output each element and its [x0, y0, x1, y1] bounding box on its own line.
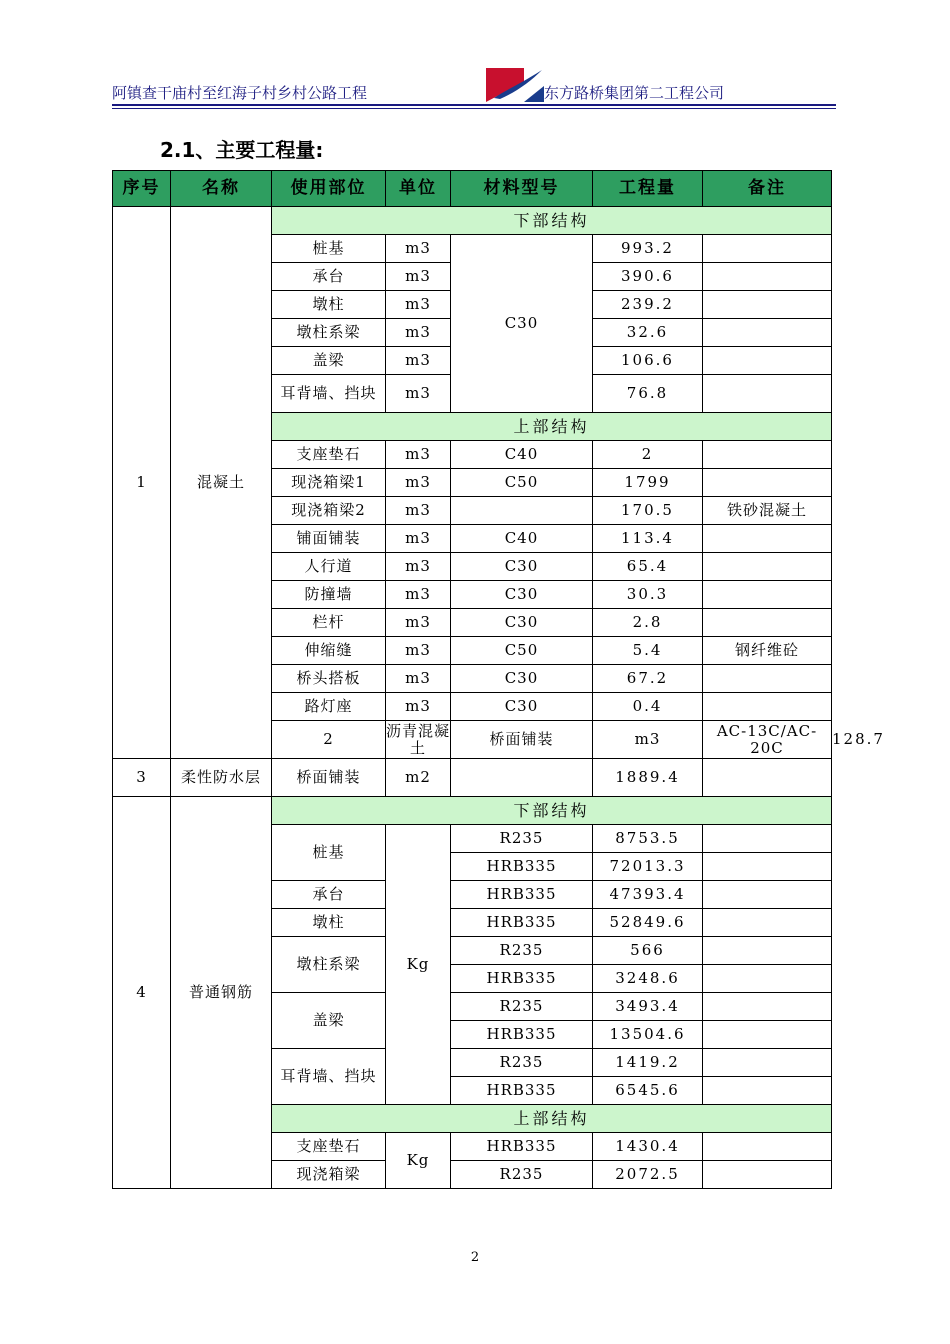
col-header-grade: 材料型号 [451, 171, 593, 207]
header-divider-thin [112, 108, 836, 109]
item-name: 普通钢筋 [171, 797, 272, 1189]
page-header [112, 66, 836, 106]
unit-cell: m3 [386, 693, 451, 721]
grade-cell: HRB335 [451, 1133, 593, 1161]
note-cell [703, 853, 832, 881]
part-cell: 桥面铺装 [451, 721, 593, 759]
unit-cell: m3 [386, 553, 451, 581]
qty-cell: 8753.5 [593, 825, 703, 853]
qty-cell: 1799 [593, 469, 703, 497]
unit-cell: m3 [386, 375, 451, 413]
note-cell [703, 759, 832, 797]
note-cell [703, 965, 832, 993]
note-cell [703, 881, 832, 909]
qty-cell: 390.6 [593, 263, 703, 291]
part-cell: 承台 [272, 263, 386, 291]
grade-cell: HRB335 [451, 853, 593, 881]
part-cell: 桥面铺装 [272, 759, 386, 797]
note-cell [703, 993, 832, 1021]
note-cell [703, 291, 832, 319]
note-cell [703, 665, 832, 693]
note-cell [703, 937, 832, 965]
unit-cell: m3 [386, 665, 451, 693]
part-cell: 盖梁 [272, 347, 386, 375]
grade-cell: HRB335 [451, 881, 593, 909]
company-logo-icon [486, 68, 544, 102]
unit-cell: m3 [593, 721, 703, 759]
part-cell: 路灯座 [272, 693, 386, 721]
unit-cell: m3 [386, 525, 451, 553]
qty-cell: 0.4 [593, 693, 703, 721]
grade-cell [451, 759, 593, 797]
unit-cell: m3 [386, 469, 451, 497]
unit-cell: m3 [386, 263, 451, 291]
part-cell: 桩基 [272, 825, 386, 881]
note-cell [703, 553, 832, 581]
note-cell [703, 319, 832, 347]
grade-cell: R235 [451, 1161, 593, 1189]
unit-cell: Kg [386, 825, 451, 1105]
note-cell [703, 263, 832, 291]
qty-cell: 47393.4 [593, 881, 703, 909]
header-divider [112, 104, 836, 106]
unit-cell: m3 [386, 441, 451, 469]
grade-cell: C30 [451, 693, 593, 721]
note-cell [703, 1049, 832, 1077]
page-number: 2 [470, 1250, 480, 1265]
qty-cell: 3248.6 [593, 965, 703, 993]
unit-cell: m3 [386, 319, 451, 347]
col-header-name: 名称 [171, 171, 272, 207]
note-cell [703, 347, 832, 375]
grade-cell: AC-13C/AC-20C [703, 721, 832, 759]
grade-cell: R235 [451, 993, 593, 1021]
note-cell [703, 825, 832, 853]
project-name: 阿镇查干庙村至红海子村乡村公路工程 [112, 84, 368, 102]
note-cell [703, 469, 832, 497]
qty-cell: 1419.2 [593, 1049, 703, 1077]
grade-cell: R235 [451, 937, 593, 965]
note-cell [703, 609, 832, 637]
unit-cell: m2 [386, 759, 451, 797]
qty-cell: 239.2 [593, 291, 703, 319]
part-cell: 盖梁 [272, 993, 386, 1049]
note-cell: 钢纤维砼 [703, 637, 832, 665]
unit-cell: m3 [386, 235, 451, 263]
table-row [113, 207, 832, 235]
note-cell [703, 1133, 832, 1161]
qty-cell: 106.6 [593, 347, 703, 375]
note-cell [703, 581, 832, 609]
subsection-lower: 下部结构 [272, 207, 832, 235]
part-cell: 墩柱系梁 [272, 319, 386, 347]
qty-cell: 30.3 [593, 581, 703, 609]
col-header-note: 备注 [703, 171, 832, 207]
part-cell: 伸缩缝 [272, 637, 386, 665]
quantity-table [112, 170, 885, 1189]
part-cell: 支座垫石 [272, 441, 386, 469]
unit-cell: Kg [386, 1133, 451, 1189]
part-cell: 耳背墙、挡块 [272, 1049, 386, 1105]
qty-cell: 65.4 [593, 553, 703, 581]
note-cell [703, 1161, 832, 1189]
qty-cell: 1430.4 [593, 1133, 703, 1161]
part-cell: 墩柱系梁 [272, 937, 386, 993]
grade-cell: C30 [451, 581, 593, 609]
qty-cell: 13504.6 [593, 1021, 703, 1049]
grade-cell: C50 [451, 637, 593, 665]
qty-cell: 1889.4 [593, 759, 703, 797]
qty-cell: 3493.4 [593, 993, 703, 1021]
subsection-upper: 上部结构 [272, 1105, 832, 1133]
item-name: 柔性防水层 [171, 759, 272, 797]
note-cell [703, 693, 832, 721]
qty-cell: 170.5 [593, 497, 703, 525]
unit-cell: m3 [386, 291, 451, 319]
grade-cell: C30 [451, 609, 593, 637]
unit-cell: m3 [386, 581, 451, 609]
unit-cell: m3 [386, 347, 451, 375]
note-cell [703, 1077, 832, 1105]
part-cell: 桥头搭板 [272, 665, 386, 693]
col-header-part: 使用部位 [272, 171, 386, 207]
grade-cell: HRB335 [451, 909, 593, 937]
subsection-lower: 下部结构 [272, 797, 832, 825]
unit-cell: m3 [386, 497, 451, 525]
part-cell: 支座垫石 [272, 1133, 386, 1161]
col-header-unit: 单位 [386, 171, 451, 207]
company-name: 东方路桥集团第二工程公司 [544, 84, 725, 102]
grade-cell: R235 [451, 825, 593, 853]
grade-cell [451, 497, 593, 525]
qty-cell: 113.4 [593, 525, 703, 553]
qty-cell: 993.2 [593, 235, 703, 263]
section-title: 2.1、主要工程量: [160, 138, 324, 162]
grade-cell: C30 [451, 553, 593, 581]
grade-cell: HRB335 [451, 1077, 593, 1105]
item-number: 4 [113, 797, 171, 1189]
qty-cell: 72013.3 [593, 853, 703, 881]
qty-cell: 2.8 [593, 609, 703, 637]
item-number: 1 [113, 207, 171, 759]
note-cell [703, 375, 832, 413]
part-cell: 防撞墙 [272, 581, 386, 609]
grade-cell: HRB335 [451, 965, 593, 993]
col-header-qty: 工程量 [593, 171, 703, 207]
part-cell: 桩基 [272, 235, 386, 263]
note-cell [703, 441, 832, 469]
part-cell: 现浇箱梁1 [272, 469, 386, 497]
unit-cell: m3 [386, 637, 451, 665]
item-name: 混凝土 [171, 207, 272, 759]
col-header-no: 序号 [113, 171, 171, 207]
note-cell: 铁砂混凝土 [703, 497, 832, 525]
qty-cell: 6545.6 [593, 1077, 703, 1105]
note-cell [703, 1021, 832, 1049]
table-row [113, 759, 832, 797]
grade-cell: C40 [451, 441, 593, 469]
note-cell [703, 235, 832, 263]
table-row: 2 沥青混凝土 桥面铺装 m3 AC-13C/AC-20C 128.7 [113, 721, 832, 759]
qty-cell: 76.8 [593, 375, 703, 413]
note-cell [703, 525, 832, 553]
part-cell: 现浇箱梁2 [272, 497, 386, 525]
qty-cell: 52849.6 [593, 909, 703, 937]
grade-cell: C30 [451, 235, 593, 413]
part-cell: 栏杆 [272, 609, 386, 637]
item-number: 3 [113, 759, 171, 797]
part-cell: 耳背墙、挡块 [272, 375, 386, 413]
part-cell: 墩柱 [272, 291, 386, 319]
part-cell: 现浇箱梁 [272, 1161, 386, 1189]
part-cell: 人行道 [272, 553, 386, 581]
qty-cell: 67.2 [593, 665, 703, 693]
item-name: 沥青混凝土 [386, 721, 451, 757]
grade-cell: C50 [451, 469, 593, 497]
grade-cell: R235 [451, 1049, 593, 1077]
grade-cell: C30 [451, 665, 593, 693]
part-cell: 承台 [272, 881, 386, 909]
note-cell [703, 909, 832, 937]
part-cell: 铺面铺装 [272, 525, 386, 553]
qty-cell: 5.4 [593, 637, 703, 665]
item-number: 2 [272, 721, 386, 759]
subsection-upper: 上部结构 [272, 413, 832, 441]
table-row [113, 797, 832, 825]
part-cell: 墩柱 [272, 909, 386, 937]
qty-cell: 2072.5 [593, 1161, 703, 1189]
unit-cell: m3 [386, 609, 451, 637]
grade-cell: HRB335 [451, 1021, 593, 1049]
qty-cell: 2 [593, 441, 703, 469]
qty-cell: 566 [593, 937, 703, 965]
qty-cell: 32.6 [593, 319, 703, 347]
grade-cell: C40 [451, 525, 593, 553]
table-header-row [113, 171, 832, 207]
